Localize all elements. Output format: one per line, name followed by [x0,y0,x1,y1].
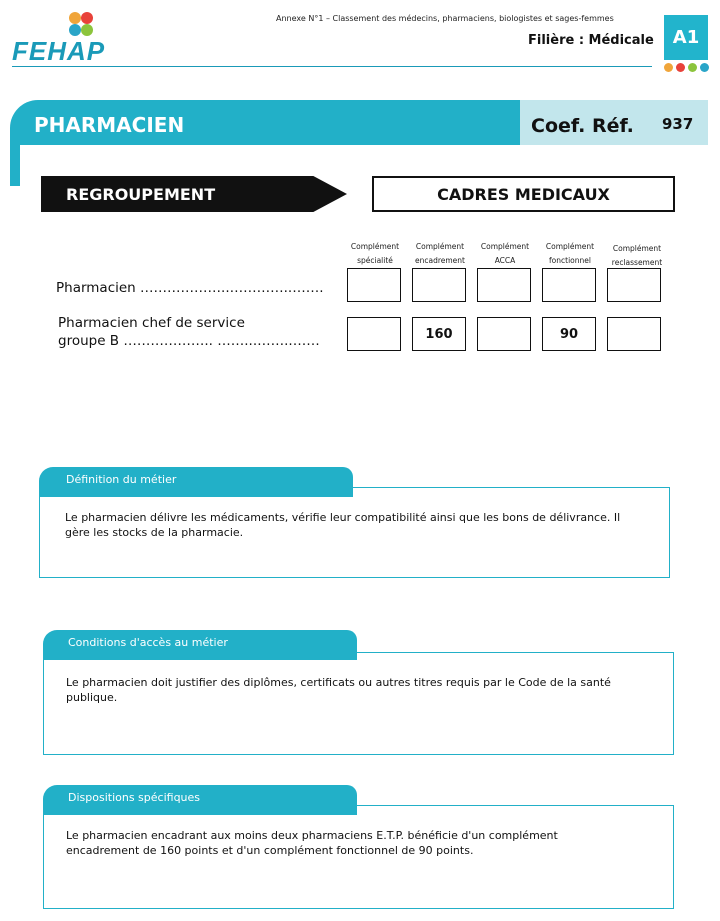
dot-green [688,63,697,72]
section-definition-title: Définition du métier [39,467,353,497]
regroupement-value: CADRES MEDICAUX [372,176,675,212]
col-header-reclassement [609,242,665,270]
section-text-line: Le pharmacien encadrant aux moins deux pharmaciens E.T.P. bénéficie d'un complément [66,829,558,842]
header-divider [12,66,652,67]
cell-r1-specialite [347,268,401,302]
dot-red [676,63,685,72]
cell-r2-specialite [347,317,401,351]
logo-text: FEHAP [12,36,106,66]
page-badge: A1 [664,15,708,60]
filiere-label: Filière : Médicale [528,33,654,48]
col-header-line: Complément [545,242,595,251]
row-label-pharmacien-chef [58,314,320,350]
section-dispositions-title: Dispositions spécifiques [43,785,357,815]
col-header-acca [477,240,533,268]
dot-blue [700,63,709,72]
page-title: PHARMACIEN [34,113,185,137]
section-text-line: encadrement de 160 points et d'un complément fonctionnel de 90 points. [66,844,474,857]
cell-r2-encadrement: 160 [412,317,466,351]
section-conditions-title: Conditions d'accès au métier [43,630,357,660]
section-conditions-text [66,675,611,705]
title-band-tail [10,140,20,186]
col-header-line: fonctionnel [549,256,591,265]
row-label-line: groupe B ……………….. ……...……..…… [58,333,320,349]
section-text-line: gère les stocks de la pharmacie. [65,526,244,539]
cell-r1-encadrement [412,268,466,302]
dot-orange [664,63,673,72]
regroupement-label: REGROUPEMENT [66,185,216,204]
cell-r1-fonctionnel [542,268,596,302]
col-header-encadrement [412,240,468,268]
cell-r2-reclassement [607,317,661,351]
cell-r2-fonctionnel: 90 [542,317,596,351]
section-text-line: Le pharmacien doit justifier des diplômes, certificats ou autres titres requis par le Code de la santé [66,676,611,689]
section-text-line: Le pharmacien délivre les médicaments, vérifie leur compatibilité ainsi que les bons de délivrance. Il [65,511,621,524]
cell-r2-acca [477,317,531,351]
cell-r1-acca [477,268,531,302]
coef-value: 937 [662,115,694,133]
col-header-line: Complément [480,242,530,251]
section-definition-text [65,510,620,540]
row-label-line: Pharmacien chef de service [58,315,245,331]
section-dispositions-text [66,828,558,858]
row-label-pharmacien [56,279,324,297]
col-header-line: Complément [415,242,465,251]
color-dots [664,63,709,72]
row-label-line: Pharmacien ………………..…………..……. [56,280,324,296]
col-header-line: Complément [350,242,400,251]
col-header-line: encadrement [415,256,465,265]
fehap-logo [12,8,112,68]
col-header-line: spécialité [357,256,393,265]
cell-r1-reclassement [607,268,661,302]
section-text-line: publique. [66,691,118,704]
col-header-line: Complément [612,244,662,253]
col-header-specialite [347,240,403,268]
col-header-fonctionnel [542,240,598,268]
col-header-line: reclassement [611,258,663,267]
col-header-line: ACCA [494,256,516,265]
coef-label: Coef. Réf. [531,115,634,137]
annex-title: Annexe N°1 – Classement des médecins, pharmaciens, biologistes et sages-femmes [276,14,614,23]
